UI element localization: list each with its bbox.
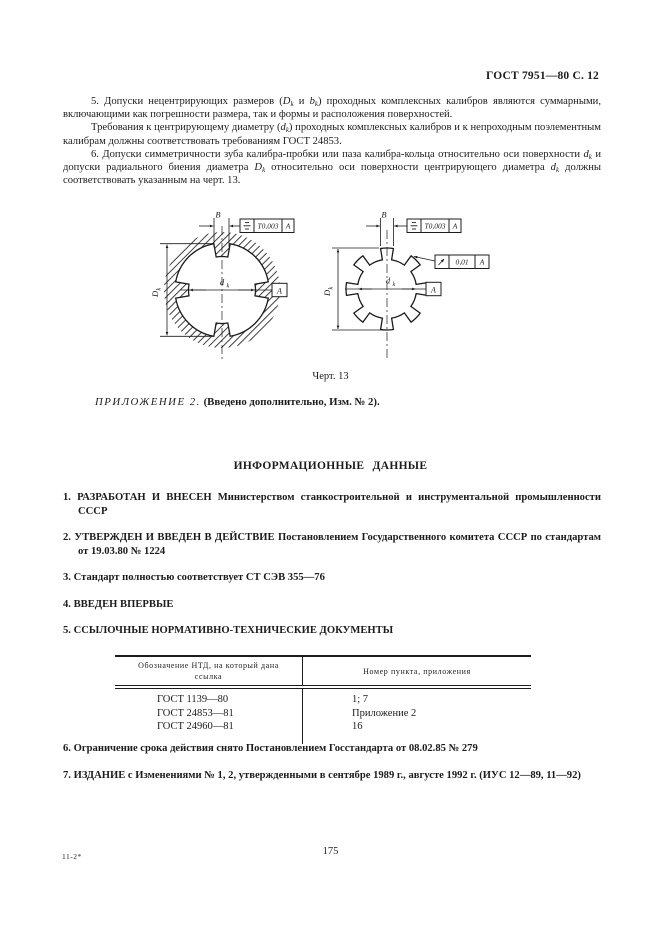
- table-header-row: [115, 657, 531, 685]
- svg-text:А: А: [285, 221, 291, 231]
- table-cell: ГОСТ 1139—80: [157, 694, 229, 706]
- ring-dk-label: d: [219, 277, 225, 287]
- table-body: [115, 689, 531, 744]
- info-item-3: 3. Стандарт полностью соответствует СТ СЭВ 355—76: [63, 572, 325, 583]
- table-cell: 1; 7: [352, 694, 369, 706]
- table-cell: ГОСТ 24960—81: [157, 721, 234, 733]
- info-item-4: 4. ВВЕДЕН ВПЕРВЫЕ: [63, 598, 174, 610]
- figure-13: [140, 205, 560, 377]
- info-items-1-5: [63, 491, 601, 651]
- table-cell: ГОСТ 24853—81: [157, 707, 234, 719]
- table-header-ntd: Обозначение НТД, на который дана ссылка: [115, 657, 303, 685]
- page-header: ГОСТ 7951—80 С. 12: [486, 70, 599, 82]
- svg-text:k: k: [156, 287, 163, 291]
- ring-symmetry-frame: [240, 219, 294, 233]
- plug-runout-frame: [435, 255, 489, 269]
- table-header-ref: Номер пункта, приложения: [363, 666, 471, 676]
- ring-gauge-drawing: [150, 210, 294, 363]
- svg-text:А: А: [452, 221, 458, 231]
- svg-text:А: А: [277, 286, 282, 296]
- body-paragraphs: [63, 95, 601, 187]
- page-number: 175: [322, 846, 339, 857]
- paragraph-6: 6. Допуски симметричности зуба калибра-пробки или паза калибра-кольца относительно оси поверхности $d_k$ и допуски радиального биения диаметра $D_k$ относительно оси поверхности центрирующего диаметра $d_k$ должны соответствовать указанным на черт. 13.: [63, 148, 602, 187]
- table-column-ref: [303, 689, 531, 744]
- svg-text:А: А: [479, 257, 485, 267]
- svg-text:0,01: 0,01: [455, 257, 469, 267]
- plug-Dk-label: [322, 287, 335, 298]
- plug-dk-label: d: [385, 275, 391, 286]
- info-item-1: 1. РАЗРАБОТАН И ВНЕСЕН Министерством станкостроительной и инструментальной промышленности СССР: [63, 492, 601, 517]
- svg-text:k: k: [226, 283, 230, 290]
- paragraph-5: 5. Допуски нецентрирующих размеров ($D_k$ и $b_k$) проходных комплексных калибров являются суммарными, включающими как погрешности размера, так и формы и расположения поверхностей.: [63, 96, 601, 121]
- svg-text:k: k: [392, 282, 396, 288]
- info-item-7: 7. ИЗДАНИЕ с Изменениями № 1, 2, утвержденными в сентябре 1989 г., августе 1992 г. (ИУС 12—89, 11—92): [63, 769, 581, 781]
- svg-text:T0,003: T0,003: [257, 221, 279, 231]
- plug-B-label: В: [381, 209, 387, 220]
- plug-symmetry-frame: [407, 219, 461, 233]
- table-cell: Приложение 2: [352, 707, 417, 719]
- figure-caption: Черт. 13: [312, 371, 349, 382]
- ring-Dk-label: [150, 288, 163, 299]
- paragraph-5a: Требования к центрирующему диаметру $(d_k)$ проходных комплексных калибров и к непроходным поэлементным калибрам должны соответствовать требованиям ГОСТ 24853.: [63, 122, 601, 147]
- svg-text:D: D: [150, 290, 160, 297]
- ring-datum-box: [272, 283, 287, 296]
- table-column-ntd: [115, 689, 303, 744]
- info-item-5: 5. ССЫЛОЧНЫЕ НОРМАТИВНО-ТЕХНИЧЕСКИЕ ДОКУМЕНТЫ: [63, 625, 394, 636]
- appendix-rest: (Введено дополнительно, Изм. № 2).: [203, 396, 380, 408]
- info-section-title: ИНФОРМАЦИОННЫЕ ДАННЫЕ: [233, 460, 428, 472]
- info-items-6-7: [63, 742, 601, 795]
- appendix-title: ПРИЛОЖЕНИЕ 2.: [95, 396, 201, 408]
- svg-text:D: D: [322, 289, 332, 296]
- table-cell: 16: [352, 721, 363, 733]
- svg-text:k: k: [328, 286, 335, 290]
- ring-B-label: В: [215, 209, 221, 220]
- plug-gauge-drawing: [322, 210, 489, 361]
- svg-text:T0,003: T0,003: [424, 221, 446, 231]
- print-signature: 11-2*: [62, 852, 82, 861]
- info-item-2: 2. УТВЕРЖДЕН И ВВЕДЕН В ДЕЙСТВИЕ Постановлением Государственного комитета СССР по стандартам от 19.03.80 № 1224: [63, 532, 601, 557]
- info-item-6: 6. Ограничение срока действия снято Постановлением Госстандарта от 08.02.85 № 279: [63, 743, 478, 754]
- references-table: [115, 655, 531, 744]
- appendix-note: [95, 396, 615, 408]
- svg-text:А: А: [431, 285, 436, 295]
- figure-13-svg: [140, 205, 560, 377]
- plug-datum-box: [426, 282, 441, 295]
